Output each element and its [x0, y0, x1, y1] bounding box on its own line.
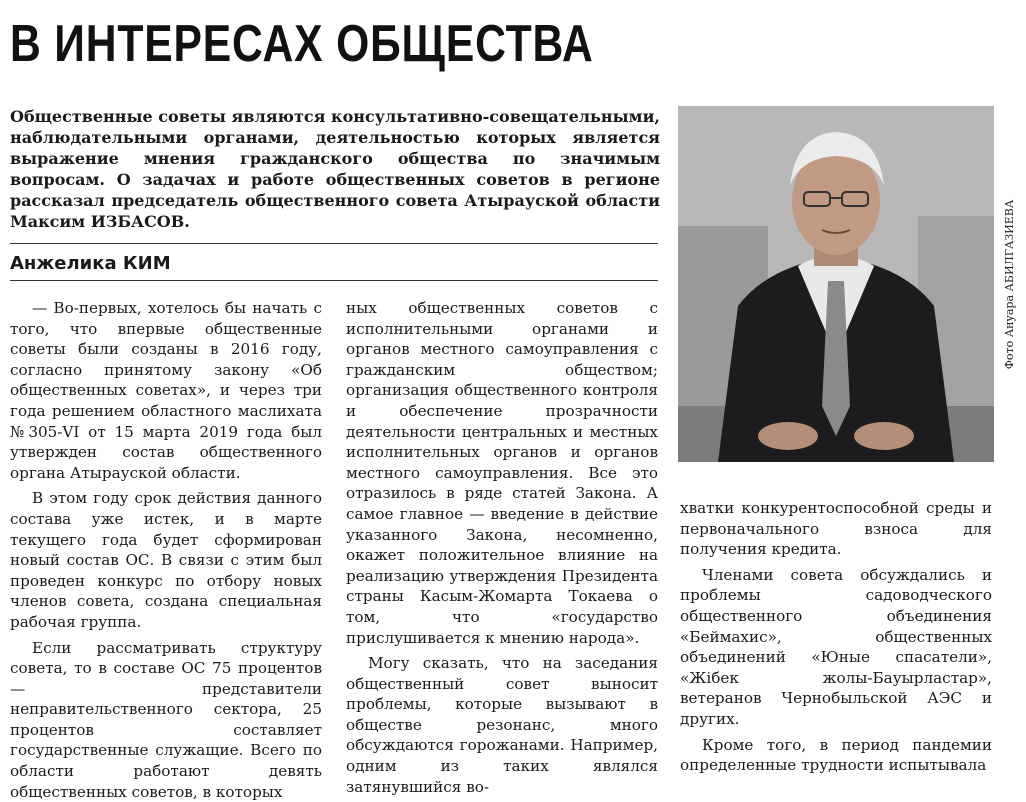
paragraph: ных общественных советов с исполнительными органами и органов местного самоуправления с гражданским обществом; организация общественного контроля и обеспечение прозрачности деятельности центральных и местных исполнительных органов и органов местного самоуправления. Все это отразилось в ряде статей Закона. А самое главное — введение в действие указанного Закона, несомненно, окажет положительное влияние на реализацию утверждения Президента страны Касым-Жомарта Токаева о том, что «государство прислушивается к мнению народа». [346, 298, 658, 648]
divider-top [10, 243, 658, 244]
paragraph: Могу сказать, что на заседания общественный совет выносит проблемы, которые вызывают в обществе резонанс, много обсуждаются горожанами. Например, одним из таких являлся затянувшийся во- [346, 653, 658, 797]
article-headline: В ИНТЕРЕСАХ ОБЩЕСТВА [10, 14, 584, 74]
paragraph: Членами совета обсуждались и проблемы садоводческого общественного объединения «Беймахис», общественных объединений «Юные спасатели», «Жібек жолы-Бауырластар», ветеранов Чернобыльской АЭС и других. [680, 565, 992, 730]
paragraph: Если рассматривать структуру совета, то в составе ОС 75 процентов — представители неправительственного сектора, 25 процентов составляет государственные служащие. Всего по области работают девять общественных советов, в которых [10, 638, 322, 802]
text-column-2 [346, 298, 658, 720]
paragraph: В этом году срок действия данного состава уже истек, и в марте текущего года будет сформирован новый состав ОС. В связи с этим был проведен конкурс по отбору новых членов совета, создана специальная рабочая группа. [10, 488, 322, 632]
portrait-photo [678, 106, 994, 462]
divider-bottom [10, 280, 658, 281]
text-column-3 [680, 498, 992, 720]
paragraph: — Во-первых, хотелось бы начать с того, что впервые общественные советы были созданы в 2016 году, согласно принятому закону «Об общественных советах», и через три года решением областного маслихата №305-VI от 15 марта 2019 года был утвержден состав общественного органа Атырауской области. [10, 298, 322, 483]
author-byline: Анжелика КИМ [10, 251, 171, 277]
paragraph: Кроме того, в период пандемии определенные трудности испытывала [680, 735, 992, 776]
article-lead [10, 106, 660, 232]
lead-text: Общественные советы являются консультативно-совещательными, наблюдательными органами, деятельностью которых является выражение мнения гражданского общества по значимым вопросам. О задачах и работе общественных советов в регионе рассказал председатель общественного совета Атырауской области Максим ИЗБАСОВ. [10, 106, 660, 232]
photo-credit-text: Фото Ануара АБИЛГАЗИЕВА [1004, 199, 1017, 368]
portrait-illustration [678, 106, 994, 462]
photo-credit [996, 106, 1024, 462]
paragraph: хватки конкурентоспособной среды и первоначального взноса для получения кредита. [680, 498, 992, 560]
text-column-1 [10, 298, 322, 720]
